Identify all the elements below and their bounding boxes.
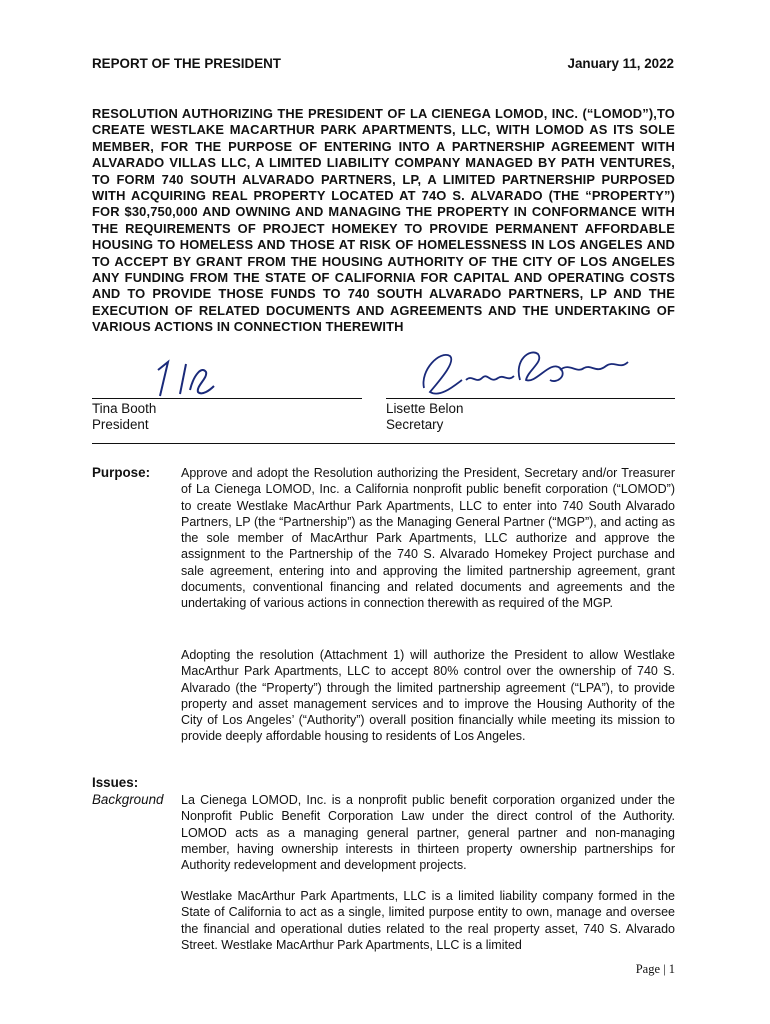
report-date: January 11, 2022 bbox=[567, 56, 674, 71]
section-divider bbox=[92, 443, 675, 444]
report-title: REPORT OF THE PRESIDENT bbox=[92, 56, 281, 71]
president-signature-line bbox=[92, 398, 362, 399]
secretary-title: Secretary bbox=[386, 417, 444, 432]
purpose-paragraph-1: Approve and adopt the Resolution authorizing the President, Secretary and/or Treasurer of La Cienega LOMOD, Inc. a California nonprofit public benefit corporation (“LOMOD”) to create Westlake MacArthur Park Apartments, LLC to enter into 740 South Alvarado Partners, LP (the “Partnership”) as the Managing General Partner (“MGP”), and acting as the sole member of MacArthur Park Apartments, LLC authorize and approve the assignment to the Partnership of the 740 S. Alvarado Homekey Project purchase and sale agreement, entering into and approving the limited partnership agreement, grant documents, conventional financing and related documents and agreements and the undertaking of various actions in connection therewith as required of the MGP. bbox=[181, 466, 675, 611]
background-label: Background bbox=[92, 792, 164, 807]
secretary-signature-line bbox=[386, 398, 675, 399]
issues-label: Issues: bbox=[92, 775, 139, 790]
president-signature-image bbox=[140, 356, 240, 400]
page-number: Page | 1 bbox=[635, 962, 675, 976]
president-title: President bbox=[92, 417, 149, 432]
resolution-heading: RESOLUTION AUTHORIZING THE PRESIDENT OF LA CIENEGA LOMOD, INC. (“LOMOD”),TO CREATE WESTLAKE MACARTHUR PARK APARTMENTS, LLC, WITH LOMOD AS ITS SOLE MEMBER, FOR THE PURPOSE OF ENTERING INTO A PARTNERSHIP AGREEMENT WITH ALVARADO VILLAS LLC, A LIMITED LIABILITY COMPANY MANAGED BY PATH VENTURES, TO FORM 740 SOUTH ALVARADO PARTNERS, LP, A LIMITED PARTNERSHIP PURPOSED WITH ACQUIRING REAL PROPERTY LOCATED AT 74O S. ALVARADO (THE “PROPERTY”) FOR $30,750,000 AND OWNING AND MANAGING THE PROPERTY IN CONFORMANCE WITH THE REQUIREMENTS OF PROJECT HOMEKEY TO PROVIDE PERMANENT AFFORDABLE HOUSING TO HOMELESS AND THOSE AT RISK OF HOMELESSNESS IN LOS ANGELES AND TO ACCEPT BY GRANT FROM THE HOUSING AUTHORITY OF THE CITY OF LOS ANGELES ANY FUNDING FROM THE STATE OF CALIFORNIA FOR CAPITAL AND OPERATING COSTS AND TO PROVIDE THOSE FUNDS TO 740 SOUTH ALVARADO PARTNERS, LP AND THE EXECUTION OF RELATED DOCUMENTS AND AGREEMENTS AND THE UNDERTAKING OF VARIOUS ACTIONS IN CONNECTION THEREWITH bbox=[92, 106, 675, 335]
president-name: Tina Booth bbox=[92, 401, 157, 416]
secretary-signature-image bbox=[410, 340, 640, 404]
secretary-name: Lisette Belon bbox=[386, 401, 464, 416]
background-paragraph-1: La Cienega LOMOD, Inc. is a nonprofit public benefit corporation organized under the Nonprofit Public Benefit Corporation Law under the direct control of the Authority. LOMOD acts as a managing general partner, general partner and non-managing member, having ownership interests in thirteen property ownership partnerships for Authority redevelopment and development projects. bbox=[181, 793, 675, 873]
purpose-paragraph-2: Adopting the resolution (Attachment 1) will authorize the President to allow Westlake MacArthur Park Apartments, LLC to accept 80% control over the ownership of 740 S. Alvarado (the “Property”) through the limited partnership agreement (“LPA”), to provide property and asset management services and to improve the Housing Authority of the City of Los Angeles’ (“Authority”) overall position financially while meeting its mission to provide deeply affordable housing to residents of Los Angeles. bbox=[181, 648, 675, 744]
purpose-label: Purpose: bbox=[92, 465, 151, 480]
background-paragraph-2: Westlake MacArthur Park Apartments, LLC is a limited liability company formed in the State of California to act as a single, limited purpose entity to own, manage and oversee the financial and operational duties related to the real property asset, 740 S. Alvarado Street. Westlake MacArthur Park Apartments, LLC is a limited bbox=[181, 889, 675, 952]
